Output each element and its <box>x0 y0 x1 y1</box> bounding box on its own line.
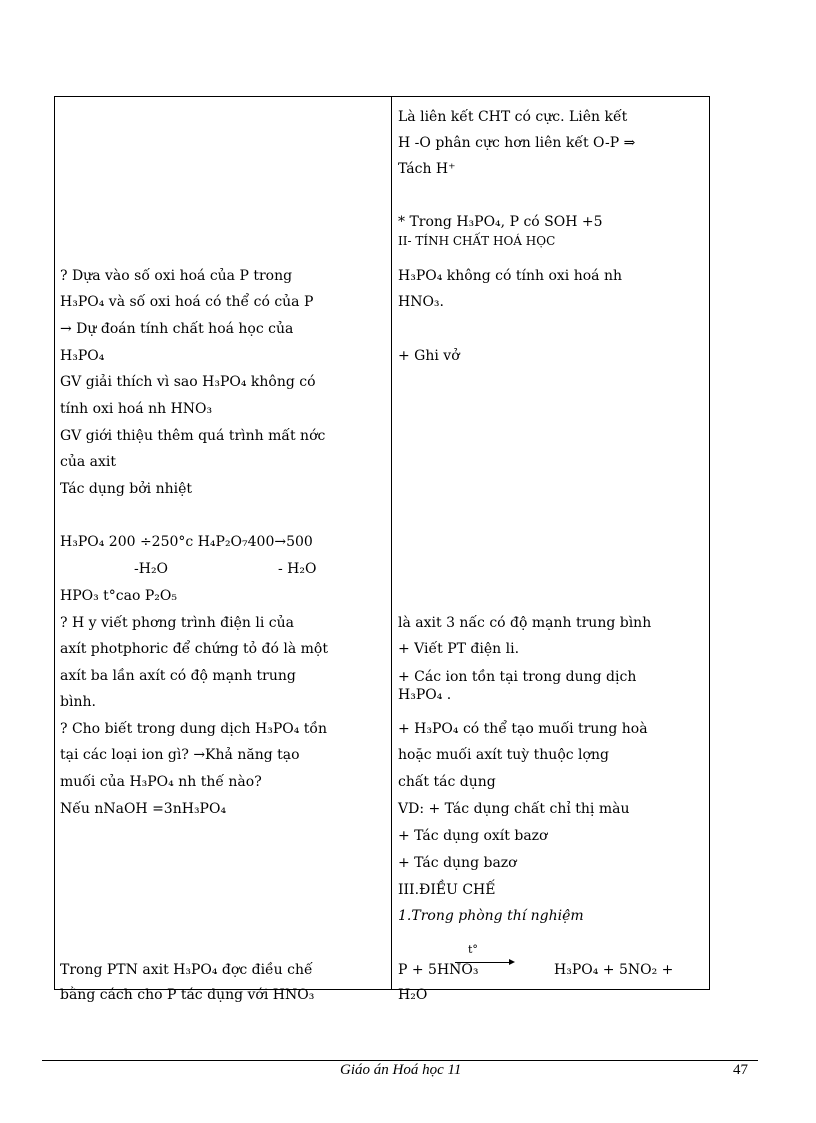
right-text: H₃PO₄ + 5NO₂ + <box>554 962 674 978</box>
left-text: ? H y viết phơng trình điện li của <box>60 615 294 631</box>
right-text: H₃PO₄ . <box>398 687 452 703</box>
right-text: + H₃PO₄ có thể tạo muối trung hoà <box>398 721 648 737</box>
left-text: - H₂O <box>278 561 317 577</box>
right-text: * Trong H₃PO₄, P có SOH +5 <box>398 214 603 230</box>
right-text: chất tác dụng <box>398 774 496 790</box>
section-heading: II- TÍNH CHẤT HOÁ HỌC <box>398 234 556 248</box>
column-divider <box>391 97 392 989</box>
footer-title: Giáo án Hoá học 11 <box>340 1062 462 1078</box>
left-text: Nếu nNaOH =3nH₃PO₄ <box>60 801 227 817</box>
section-heading: III.ĐIỀU CHẾ <box>398 882 496 898</box>
right-text: + Các ion tồn tại trong dung dịch <box>398 669 637 685</box>
arrow-condition: t° <box>468 943 478 956</box>
left-text: H₃PO₄ và số oxi hoá có thể có của P <box>60 294 314 310</box>
right-text: VD: + Tác dụng chất chỉ thị màu <box>398 801 630 817</box>
right-text: hoặc muối axít tuỳ thuộc lợng <box>398 747 609 763</box>
right-text: + Viết PT điện li. <box>398 641 520 657</box>
page-number: 47 <box>733 1062 748 1078</box>
left-text: bằng cách cho P tác dụng với HNO₃ <box>60 987 315 1003</box>
left-text: H₃PO₄ 200 ÷250°c H₄P₂O₇400→500 <box>60 534 313 550</box>
left-text: muối của H₃PO₄ nh thế nào? <box>60 774 262 790</box>
left-text: axít photphoric để chứng tỏ đó là một <box>60 641 328 657</box>
left-text: bình. <box>60 694 96 710</box>
right-text: là axit 3 nấc có độ mạnh trung bình <box>398 615 652 631</box>
right-text: + Tác dụng oxít bazơ <box>398 828 548 844</box>
left-text: HPO₃ t°cao P₂O₅ <box>60 588 177 604</box>
left-text: GV giải thích vì sao H₃PO₄ không có <box>60 374 316 390</box>
right-text: Là liên kết CHT có cực. Liên kết <box>398 109 628 125</box>
right-text: Tách H⁺ <box>398 161 456 177</box>
left-text: tại các loại ion gì? →Khả năng tạo <box>60 747 300 763</box>
right-text: P + 5HNO₃ <box>398 962 479 978</box>
right-text: + Tác dụng bazơ <box>398 855 517 871</box>
right-text: H₂O <box>398 987 428 1003</box>
left-text: Trong PTN axit H₃PO₄ đợc điều chế <box>60 962 313 978</box>
left-text: H₃PO₄ <box>60 348 105 364</box>
left-text: axít ba lần axít có độ mạnh trung <box>60 668 296 684</box>
left-text: Tác dụng bởi nhiệt <box>60 481 193 497</box>
left-text: -H₂O <box>134 561 169 577</box>
left-text: của axit <box>60 454 116 470</box>
subsection-heading: 1.Trong phòng thí nghiệm <box>398 908 584 924</box>
right-text: + Ghi vở <box>398 348 460 364</box>
right-text: H₃PO₄ không có tính oxi hoá nh <box>398 268 622 284</box>
left-text: ? Cho biết trong dung dịch H₃PO₄ tồn <box>60 721 328 737</box>
footer-rule <box>42 1060 758 1061</box>
right-text: H -O phân cực hơn liên kết O-P ⇒ <box>398 135 636 151</box>
left-text: GV giới thiệu thêm quá trình mất nớc <box>60 428 326 444</box>
right-text: HNO₃. <box>398 294 444 310</box>
left-text: → Dự đoán tính chất hoá học của <box>60 321 294 337</box>
left-text: tính oxi hoá nh HNO₃ <box>60 401 213 417</box>
left-text: ? Dựa vào số oxi hoá của P trong <box>60 268 293 284</box>
